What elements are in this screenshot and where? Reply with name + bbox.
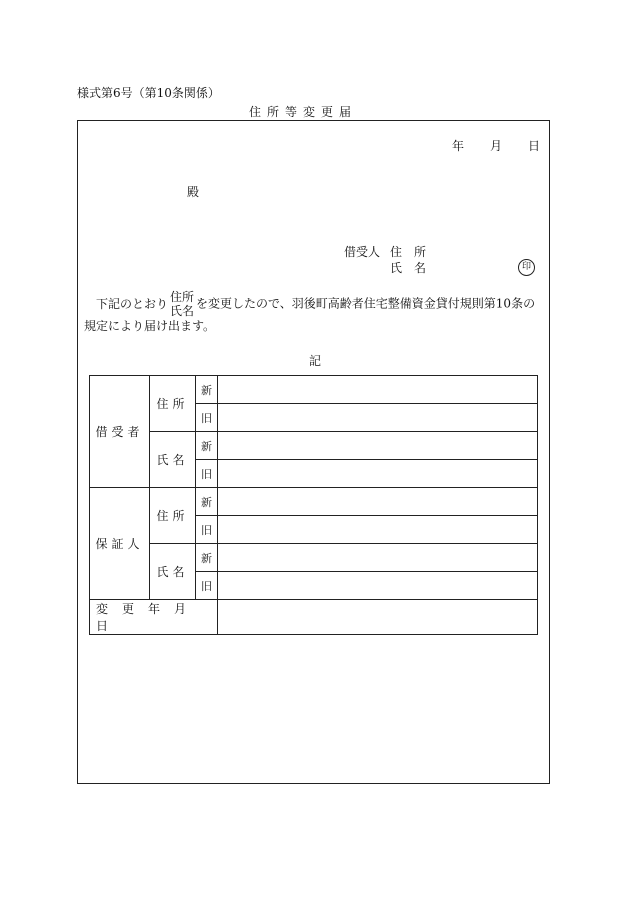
stack-bottom: 氏名: [170, 304, 195, 318]
guarantor-name-new-field[interactable]: [218, 544, 538, 572]
date-year-label: 年: [452, 139, 465, 153]
borrower-address-label: 住 所: [390, 245, 427, 259]
form-number-label: 様式第6号（第10条関係）: [77, 86, 220, 100]
ki-heading: 記: [309, 354, 322, 368]
borrower-block: [344, 244, 426, 276]
new-label: 新: [196, 488, 218, 516]
declaration-text: [84, 290, 544, 335]
group-guarantor: 保証人: [90, 488, 150, 600]
group-borrower: 借受者: [90, 376, 150, 488]
date-month-label: 月: [490, 139, 503, 153]
borrower-role: 借受人: [344, 245, 381, 259]
change-date-label: 変更年月日: [90, 600, 218, 635]
declaration-pre: 下記のとおり: [96, 296, 169, 311]
borrower-name-new-field[interactable]: [218, 432, 538, 460]
guarantor-address-new-field[interactable]: [218, 488, 538, 516]
guarantor-name-old-field[interactable]: [218, 572, 538, 600]
address-name-stack: [170, 290, 194, 318]
borrower-name-cell: 氏名: [150, 432, 196, 488]
old-label: 旧: [196, 516, 218, 544]
borrower-name-old-field[interactable]: [218, 460, 538, 488]
new-label: 新: [196, 376, 218, 404]
borrower-name-label: 氏 名: [390, 261, 427, 275]
guarantor-address-cell: 住所: [150, 488, 196, 544]
new-label: 新: [196, 544, 218, 572]
seal-icon: 印: [518, 259, 535, 276]
declaration-post: を変更したので、羽後町高齢者住宅整備資金貸付規則第10条の規定により届け出ます。: [84, 296, 536, 333]
document-title: 住所等変更届: [249, 105, 358, 119]
guarantor-name-cell: 氏名: [150, 544, 196, 600]
old-label: 旧: [196, 460, 218, 488]
new-label: 新: [196, 432, 218, 460]
date-day-label: 日: [528, 139, 541, 153]
borrower-address-old-field[interactable]: [218, 404, 538, 432]
addressee-suffix: 殿: [187, 185, 200, 199]
guarantor-address-old-field[interactable]: [218, 516, 538, 544]
old-label: 旧: [196, 404, 218, 432]
change-details-table: [89, 375, 538, 635]
change-date-field[interactable]: [218, 600, 538, 635]
stack-top: 住所: [170, 290, 195, 304]
old-label: 旧: [196, 572, 218, 600]
borrower-address-cell: 住所: [150, 376, 196, 432]
borrower-address-new-field[interactable]: [218, 376, 538, 404]
date-line: [452, 137, 540, 154]
